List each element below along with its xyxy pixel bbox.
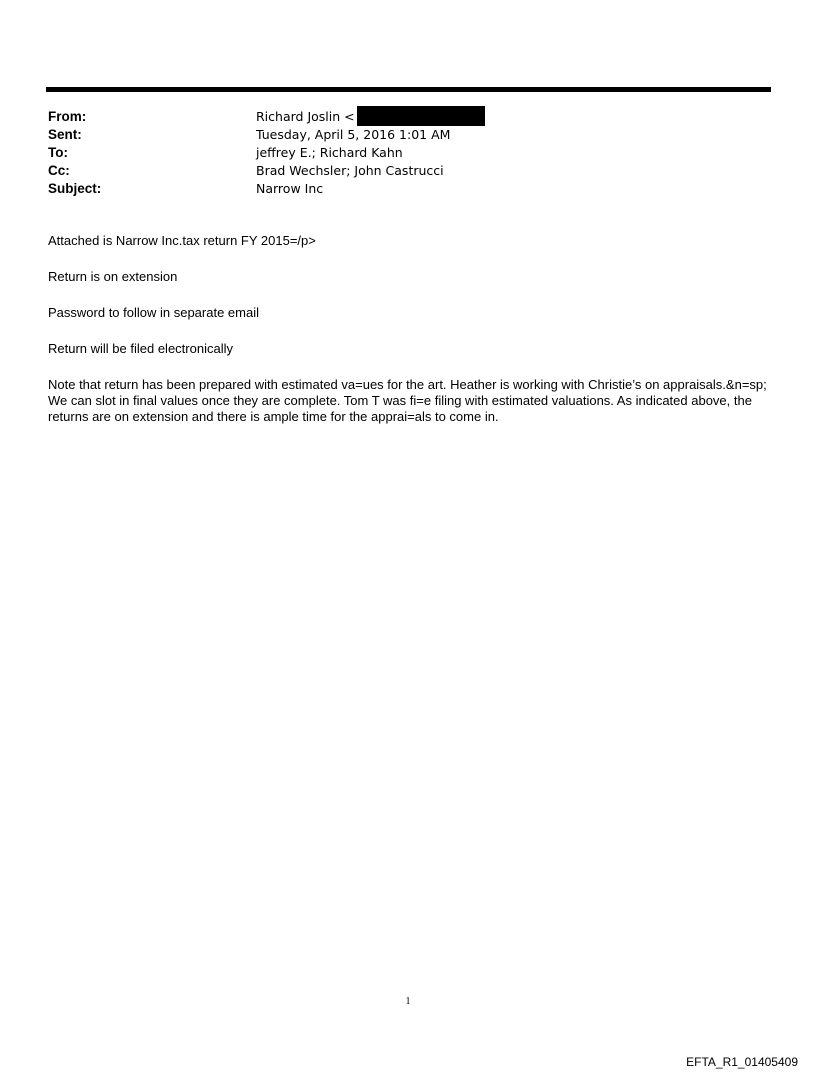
from-label: From: (48, 108, 87, 124)
body-paragraph: Note that return has been prepared with estimated va=ues for the art. Heather is working with Christie’s on appraisals.&n=sp; We can slot in final values once they are complete. Tom T was fi=e filing with estimated valuations. As indicated above, the returns are on extension and there is ample time for the apprai=als to come in. (48, 377, 767, 424)
cc-label: Cc: (48, 162, 70, 178)
subject-label: Subject: (48, 180, 102, 196)
cc-value: Brad Wechsler; John Castrucci (256, 162, 444, 178)
subject-value: Narrow Inc (256, 180, 324, 196)
sent-label: Sent: (48, 126, 82, 142)
subject-row (48, 179, 748, 197)
body-paragraph: Password to follow in separate email (48, 305, 259, 320)
to-label: To: (48, 144, 68, 160)
to-row (48, 143, 748, 161)
sent-row (48, 125, 748, 143)
email-header (48, 107, 748, 197)
body-paragraph: Attached is Narrow Inc.tax return FY 2015=/p> (48, 233, 316, 248)
header-divider (46, 87, 771, 92)
body-paragraph: Return is on extension (48, 269, 178, 284)
from-row (48, 107, 748, 125)
page-number: 1 (405, 996, 411, 1007)
from-value (256, 106, 485, 126)
redaction-box (357, 106, 485, 126)
cc-row (48, 161, 748, 179)
sent-value: Tuesday, April 5, 2016 1:01 AM (256, 126, 451, 142)
body-paragraph: Return will be filed electronically (48, 341, 233, 356)
from-name: Richard Joslin < (256, 108, 355, 124)
document-id: EFTA_R1_01405409 (686, 1055, 798, 1069)
to-value: jeffrey E.; Richard Kahn (256, 144, 403, 160)
email-body (48, 233, 773, 445)
